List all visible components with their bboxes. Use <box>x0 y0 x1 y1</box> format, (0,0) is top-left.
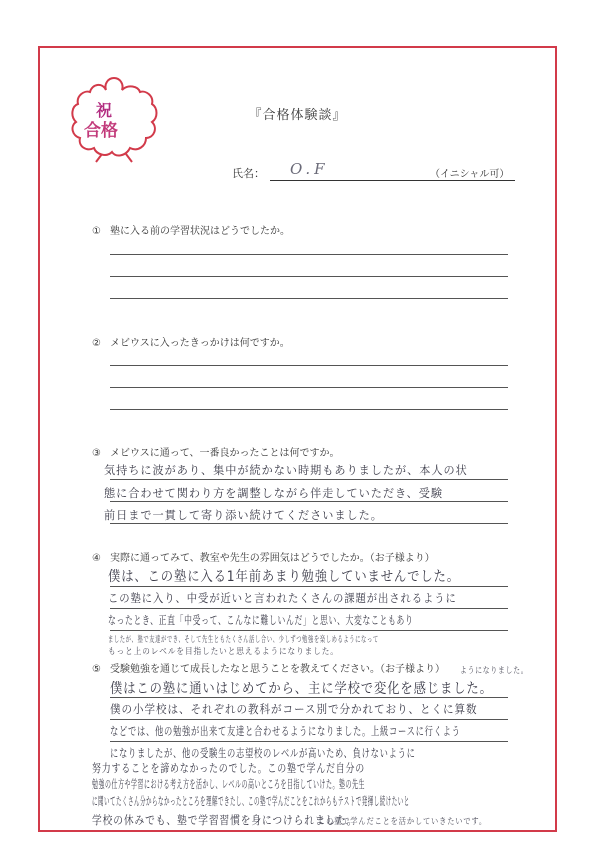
question-2 <box>92 334 290 349</box>
question-text: 受験勉強を通じて成長したなと思うことを教えてください。（お子様より） <box>110 664 445 675</box>
name-label: 氏名： <box>232 167 265 180</box>
question-text: メビウスに入ったきっかけは何ですか。 <box>110 338 290 349</box>
handwritten-answer-5-line-4: になりましたが、他の受験生の志望校のレベルが高いため、負けないように <box>110 746 416 760</box>
answer-line <box>110 523 508 524</box>
answer-line <box>110 479 508 480</box>
handwritten-answer-4-line-1: 僕は、この塾に入る1年前あまり勉強していませんでした。 <box>108 569 460 585</box>
handwritten-answer-5-line-1: 僕はこの塾に通いはじめてから、主に学校で変化を感じました。 <box>110 681 493 697</box>
page-title: 『合格体験談』 <box>248 108 347 123</box>
question-1 <box>92 222 290 237</box>
question-number: ② <box>92 338 101 349</box>
handwritten-answer-4-overflow: ようになりました。 <box>460 666 529 676</box>
stamp-text-2: 合格 <box>84 121 118 141</box>
question-text: 塾に入る前の学習状況はどうでしたか。 <box>110 226 290 237</box>
stamp-text-1: 祝 <box>96 101 113 120</box>
handwritten-answer-5-line-7: に聞いてたくさん分からなかったところを理解できたし、この塾で学んだことをこれからもテストで発揮し続けたいと <box>92 794 410 808</box>
answer-line <box>110 409 508 410</box>
handwritten-answer-5-line-3: などでは、他の勉強が出来て友達と合わせるようになりました。上級コースに行くよう <box>110 724 461 738</box>
question-number: ③ <box>92 448 101 459</box>
name-row <box>232 162 532 184</box>
answer-line <box>110 501 508 502</box>
handwritten-answer-4-line-3: なったとき、正直「中受って、こんなに難しいんだ」と思い、大変なこともあり <box>108 613 414 627</box>
name-note: （イニシャル可） <box>430 169 510 180</box>
handwritten-answer-3-line-3: 前日まで一貫して寄り添い続けてくださいました。 <box>104 508 383 522</box>
question-number: ⑤ <box>92 664 101 675</box>
name-value: O.F <box>290 160 329 178</box>
handwritten-answer-5-tail: この塾で学んだことを活かしていきたいです。 <box>318 817 488 827</box>
question-5 <box>92 660 445 675</box>
answer-line <box>110 586 508 587</box>
question-text: メビウスに通って、一番良かったことは何ですか。 <box>110 448 340 459</box>
answer-line <box>110 387 508 388</box>
question-3 <box>92 444 340 459</box>
handwritten-answer-5-line-5: 努力することを諦めなかったのでした。この塾で学んだ自分の <box>92 761 365 775</box>
answer-line <box>110 298 508 299</box>
handwritten-answer-4-line-2: この塾に入り、中受が近いと言われたくさんの課題が出されるように <box>108 591 457 605</box>
question-number: ① <box>92 226 101 237</box>
handwritten-answer-3-line-2: 態に合わせて関わり方を調整しながら伴走していただき、受験 <box>104 486 444 500</box>
answer-line <box>110 254 508 255</box>
answer-line <box>110 741 508 742</box>
handwritten-answer-5-line-8: 学校の休みでも、塾で学習習慣を身につけられました。 <box>92 813 358 827</box>
question-number: ④ <box>92 553 101 564</box>
handwritten-answer-4-line-4: ましたが、塾で友達ができ、そして先生ともたくさん話し合い、少しずつ勉強を楽しめるようになって <box>108 635 379 645</box>
question-4 <box>92 549 435 564</box>
question-text: 実際に通ってみて、教室や先生の雰囲気はどうでしたか。（お子様より） <box>110 553 435 564</box>
answer-line <box>110 276 508 277</box>
answer-line <box>110 365 508 366</box>
name-underline <box>270 180 515 181</box>
handwritten-answer-3-line-1: 気持ちに波があり、集中が続かない時期もありましたが、本人の状 <box>104 463 468 477</box>
handwritten-answer-4-line-5: もっと上のレベルを目指したいと思えるようになりました。 <box>108 647 339 657</box>
handwritten-answer-5-line-6: 勉強の仕方や学習における考え方を活かし、レベルの高いところを目指していけた。塾の先生 <box>92 777 365 791</box>
answer-line <box>110 630 508 631</box>
handwritten-answer-5-line-2: 僕の小学校は、それぞれの教科がコース別で分かれており、とくに算数 <box>110 702 478 716</box>
answer-line <box>110 608 508 609</box>
answer-line <box>110 719 508 720</box>
